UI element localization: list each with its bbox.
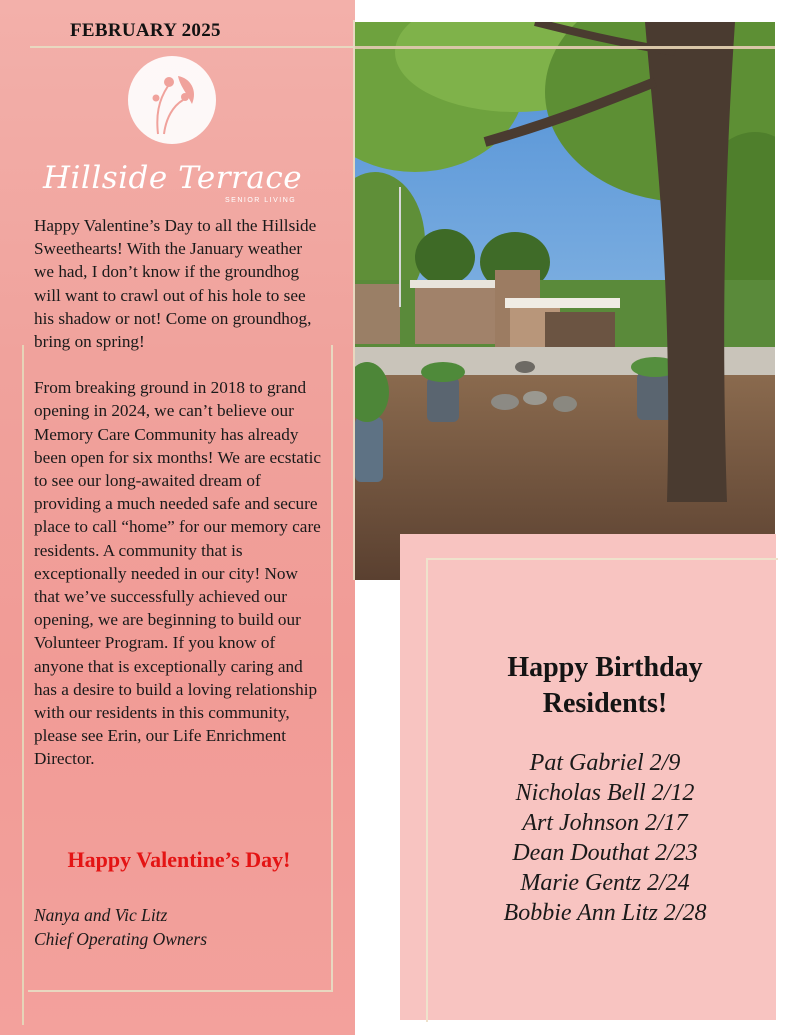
letter-paragraph-2: From breaking ground in 2018 to grand opening in 2024, we can’t believe our Memory Care Community has already been open for six months! We are ecstatic to see our long-awaited dream of providing a much needed safe and secure place to call “home” for our memory care residents. A community that is exceptionally needed in our city! Now that we’ve successfully achieved our opening, we are beginning to build our Volunteer Program. If you know of anyone that is exceptionally caring and has a desire to build a loving relationship with our residents in this community, please see Erin, our Life Enrichment Director. (34, 378, 322, 769)
letter-body (34, 214, 326, 794)
birthday-entry: Dean Douthat 2/23 (512, 840, 698, 866)
logo-wordmark: Hillside Terrace (42, 160, 303, 196)
birthday-entry: Marie Gentz 2/24 (520, 870, 690, 896)
left-frame-rule (22, 345, 24, 1025)
letter-paragraph-1: Happy Valentine’s Day to all the Hillside Sweethearts! With the January weather we had, I don’t know if the groundhog will want to crawl out of his hole to see his shadow or not! Come on groundhog, bring on spring! (34, 216, 317, 352)
birthday-entry: Bobbie Ann Litz 2/28 (503, 900, 707, 926)
signature-title: Chief Operating Owners (34, 929, 208, 949)
logo-flower-icon (128, 56, 216, 144)
birthday-title-line-2: Residents! (542, 688, 668, 719)
newsletter-date: FEBRUARY 2025 (70, 20, 221, 41)
signature-names: Nanya and Vic Litz (34, 905, 168, 925)
birthday-entry: Nicholas Bell 2/12 (515, 780, 695, 806)
valentine-headline: Happy Valentine’s Day! (67, 847, 291, 872)
birthday-list (430, 748, 780, 928)
birthday-entry: Art Johnson 2/17 (522, 810, 688, 836)
birthday-title (430, 650, 780, 722)
birthday-title-line-1: Happy Birthday (507, 652, 703, 683)
community-photo (355, 22, 775, 580)
signature (34, 903, 324, 951)
header-rule-left (30, 46, 355, 48)
logo-tagline: SENIOR LIVING (225, 197, 297, 204)
header-rule-right (355, 46, 775, 49)
birthday-entry: Pat Gabriel 2/9 (529, 750, 681, 776)
